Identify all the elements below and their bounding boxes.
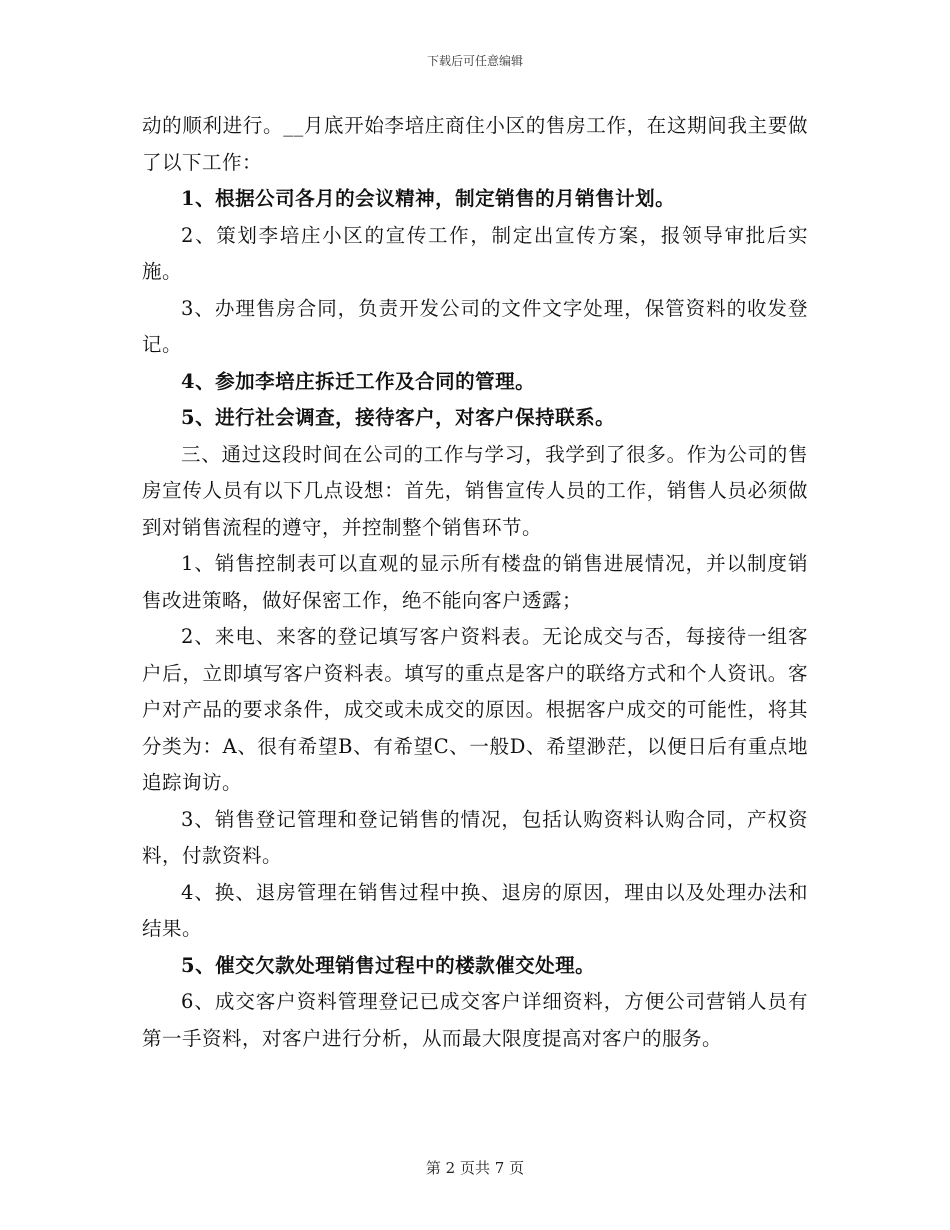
paragraph-sales-control: 1、销售控制表可以直观的显示所有楼盘的销售进展情况，并以制度销售改进策略，做好保密工作，绝不能向客户透露； — [142, 552, 808, 612]
paragraph-item-2: 2、策划李培庄小区的宣传工作，制定出宣传方案，报领导审批后实施。 — [142, 223, 808, 283]
paragraph-item-4: 4、参加李培庄拆迁工作及合同的管理。 — [181, 369, 536, 393]
paragraph-item-5: 5、进行社会调查，接待客户，对客户保持联系。 — [181, 406, 616, 429]
paragraph-section-3: 三、通过这段时间在公司的工作与学习，我学到了很多。作为公司的售房宣传人员有以下几点设想：首先，销售宣传人员的工作，销售人员必须做到对销售流程的遵守，并控制整个销售环节。 — [142, 442, 808, 539]
document-body — [142, 108, 808, 1057]
paragraph-customer-records: 6、成交客户资料管理登记已成交客户详细资料，方便公司营销人员有第一手资料，对客户进行分析，从而最大限度提高对客户的服务。 — [142, 990, 808, 1050]
page-number: 第 2 页共 7 页 — [425, 1159, 525, 1177]
paragraph-exchange-return: 4、换、退房管理在销售过程中换、退房的原因，理由以及处理办法和结果。 — [142, 880, 808, 940]
paragraph-continuation: 动的顺利进行。__月底开始李培庄商住小区的售房工作，在这期间我主要做了以下工作： — [142, 114, 808, 174]
paragraph-item-3: 3、办理售房合同，负责开发公司的文件文字处理，保管资料的收发登记。 — [142, 296, 808, 356]
paragraph-visitor-registration: 2、来电、来客的登记填写客户资料表。无论成交与否，每接待一组客户后，立即填写客户资料表。填写的重点是客户的联络方式和个人资讯。客户对产品的要求条件，成交或未成交的原因。根据客户成交的可能性，将其分类为：A、很有希望B、有希望C、一般D、希望渺茫，以便日后有重点地追踪询访。 — [142, 625, 808, 794]
paragraph-sales-registration: 3、销售登记管理和登记销售的情况，包括认购资料认购合同，产权资料，付款资料。 — [142, 807, 808, 867]
paragraph-arrears: 5、催交欠款处理销售过程中的楼款催交处理。 — [181, 953, 596, 977]
paragraph-item-1: 1、根据公司各月的会议精神，制定销售的月销售计划。 — [181, 187, 676, 210]
page-header: 下载后可任意编辑 — [426, 54, 523, 68]
